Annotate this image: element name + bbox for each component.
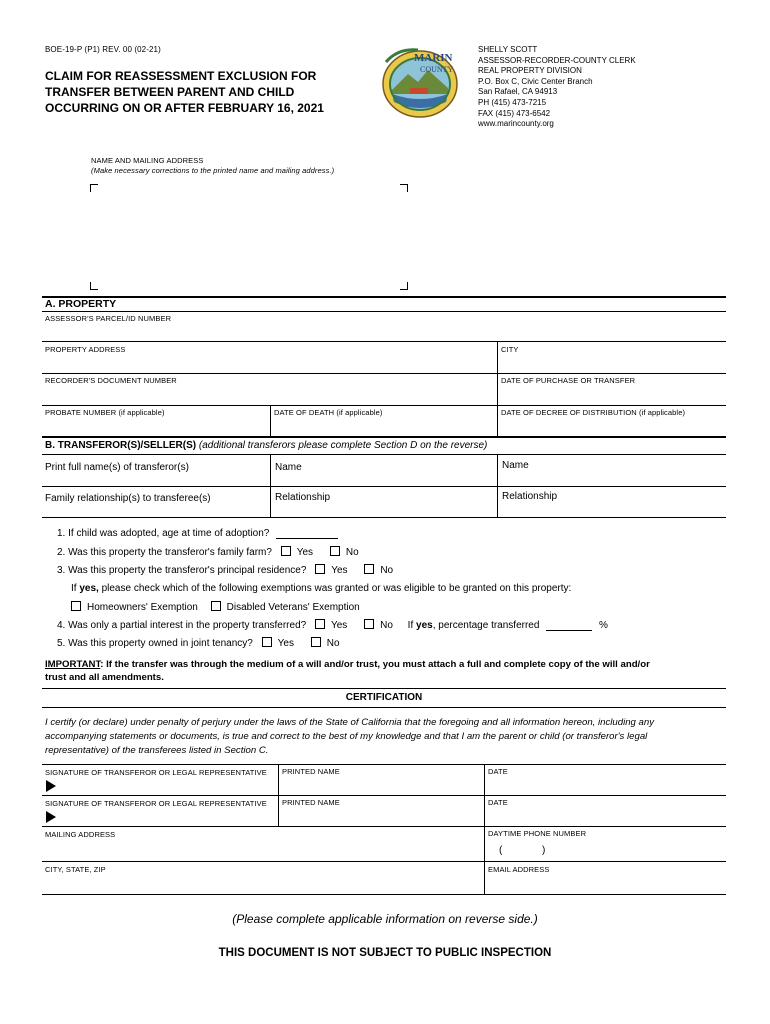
- rule: [42, 861, 726, 862]
- mailing-address-field[interactable]: [42, 840, 482, 860]
- yes-label: Yes: [296, 547, 314, 558]
- percentage-if: If: [407, 620, 417, 631]
- yes-label: Yes: [331, 565, 348, 576]
- city-label: CITY: [501, 345, 519, 354]
- sign-here-arrow-icon: [46, 780, 56, 792]
- date-label-1: DATE: [488, 767, 508, 776]
- certification-statement: [45, 716, 654, 758]
- no-label: No: [326, 638, 340, 649]
- email-address-label: EMAIL ADDRESS: [488, 865, 550, 874]
- principal-residence-yes-checkbox[interactable]: [315, 564, 325, 574]
- date-purchase-field[interactable]: [498, 386, 726, 404]
- question-2-text: 2. Was this property the transferor's family farm?: [57, 547, 272, 558]
- corner-mark-bottom-right: [400, 282, 408, 290]
- corner-mark-top-right: [400, 184, 408, 192]
- office-line: ASSESSOR-RECORDER-COUNTY CLERK: [478, 55, 636, 65]
- question-1-text: 1. If child was adopted, age at time of adoption?: [57, 528, 270, 539]
- date-field-1[interactable]: [486, 778, 726, 794]
- office-line: San Rafael, CA 94913: [478, 87, 558, 97]
- form-title: [45, 68, 324, 116]
- question-4: [57, 619, 608, 631]
- seal-text-county: COUNTY: [420, 65, 454, 74]
- rule: [42, 311, 726, 312]
- date-of-death-label: DATE OF DEATH (if applicable): [274, 408, 383, 417]
- city-state-zip-field[interactable]: [42, 876, 482, 893]
- rule: [42, 688, 726, 689]
- rule: [42, 517, 726, 518]
- printed-name-label-1: PRINTED NAME: [282, 767, 340, 776]
- city-field[interactable]: [498, 355, 726, 372]
- question-1: [57, 528, 338, 539]
- certification-line: accompanying statements or documents, is true and correct to the best of my knowledge and that I am the parent or child (or transferor's legal: [45, 731, 648, 742]
- date-field-2[interactable]: [486, 809, 726, 825]
- county-seal-logo: [380, 44, 462, 118]
- exemption-instruction-post: please check which of the following exemptions was granted or was eligible to be granted on this property:: [98, 583, 572, 594]
- joint-tenancy-no-checkbox[interactable]: [311, 637, 321, 647]
- address-field[interactable]: [90, 184, 408, 290]
- question-3: [57, 564, 393, 576]
- probate-number-field[interactable]: [42, 418, 269, 436]
- address-block-note: (Make necessary corrections to the printed name and mailing address.): [91, 166, 335, 175]
- question-5-text: 5. Was this property owned in joint tenancy?: [57, 638, 253, 649]
- signature-field-2[interactable]: [60, 809, 276, 825]
- office-line: P.O. Box C, Civic Center Branch: [478, 76, 593, 86]
- parcel-number-label: ASSESSOR'S PARCEL/ID NUMBER: [45, 314, 172, 323]
- transferor-name-field-2[interactable]: [498, 455, 726, 485]
- public-inspection-notice: THIS DOCUMENT IS NOT SUBJECT TO PUBLIC INSPECTION: [218, 947, 552, 959]
- rule: [42, 826, 726, 827]
- section-a-title: A. PROPERTY: [45, 298, 117, 310]
- question-3-text: 3. Was this property the transferor's principal residence?: [57, 565, 307, 576]
- email-address-field[interactable]: [486, 876, 726, 893]
- certification-title: CERTIFICATION: [345, 692, 423, 703]
- signature-label-1: SIGNATURE OF TRANSFEROR OR LEGAL REPRESENTATIVE: [45, 768, 267, 777]
- homeowners-exemption-checkbox[interactable]: [71, 601, 81, 611]
- family-farm-no-checkbox[interactable]: [330, 546, 340, 556]
- partial-interest-no-checkbox[interactable]: [364, 619, 374, 629]
- phone-open-paren: (: [499, 845, 503, 856]
- office-line: www.marincounty.org: [478, 119, 554, 129]
- printed-name-field-1[interactable]: [280, 778, 483, 794]
- partial-interest-yes-checkbox[interactable]: [315, 619, 325, 629]
- reverse-side-note: (Please complete applicable information on reverse side.): [232, 912, 538, 926]
- phone-close-paren: ): [542, 845, 546, 856]
- important-text-line2: trust and all amendments.: [45, 672, 164, 683]
- address-block-label: NAME AND MAILING ADDRESS: [91, 156, 204, 165]
- rule: [42, 707, 726, 708]
- transferor-names-label: Print full name(s) of transferor(s): [45, 462, 189, 473]
- form-id: BOE-19-P (P1) REV. 00 (02-21): [45, 45, 161, 54]
- exemption-instruction-yes: yes,: [79, 583, 99, 594]
- transferor-name-label-2: Name: [502, 460, 529, 471]
- percentage-transferred-field[interactable]: [546, 620, 592, 631]
- form-title-line: OCCURRING ON OR AFTER FEBRUARY 16, 2021: [45, 101, 324, 115]
- property-address-field[interactable]: [42, 355, 496, 372]
- printed-name-field-2[interactable]: [280, 809, 483, 825]
- recorder-document-field[interactable]: [42, 386, 496, 404]
- percentage-tail: , percentage transferred: [432, 620, 540, 631]
- family-relationship-label: Family relationship(s) to transferee(s): [45, 493, 211, 504]
- rule: [42, 894, 726, 895]
- form-title-line: TRANSFER BETWEEN PARENT AND CHILD: [45, 85, 295, 99]
- joint-tenancy-yes-checkbox[interactable]: [262, 637, 272, 647]
- transferor-name-label-1: Name: [275, 462, 302, 473]
- principal-residence-no-checkbox[interactable]: [364, 564, 374, 574]
- question-5: [57, 637, 340, 649]
- date-of-death-field[interactable]: [271, 418, 496, 436]
- question-4-text: 4. Was only a partial interest in the property transferred?: [57, 620, 307, 631]
- corner-mark-bottom-left: [90, 282, 98, 290]
- printed-name-label-2: PRINTED NAME: [282, 798, 340, 807]
- office-line: FAX (415) 473-6542: [478, 108, 551, 118]
- disabled-veterans-exemption-label: Disabled Veterans' Exemption: [226, 602, 360, 613]
- transferor-name-field-1[interactable]: [271, 455, 496, 485]
- relationship-label-1: Relationship: [275, 492, 331, 503]
- rule: [42, 405, 726, 406]
- certification-line: I certify (or declare) under penalty of perjury under the laws of the State of California that the foregoing and all information hereon, including any: [45, 717, 655, 728]
- relationship-field-2[interactable]: [498, 487, 726, 517]
- office-line: REAL PROPERTY DIVISION: [478, 66, 582, 76]
- probate-number-label: PROBATE NUMBER (if applicable): [45, 408, 165, 417]
- percentage-prompt: [408, 620, 540, 631]
- exemption-instruction: [71, 583, 571, 594]
- important-text-line1: : If the transfer was through the medium of a will and/or trust, you must attach a full and complete copy of the will and/or: [100, 659, 650, 670]
- date-decree-label: DATE OF DECREE OF DISTRIBUTION (if applicable): [501, 408, 686, 417]
- phone-field[interactable]: [486, 845, 726, 859]
- parcel-number-field[interactable]: [42, 324, 726, 340]
- rule: [42, 764, 726, 765]
- date-purchase-label: DATE OF PURCHASE OR TRANSFER: [501, 376, 636, 385]
- date-decree-field[interactable]: [498, 418, 726, 436]
- section-b-title-text: B. TRANSFEROR(S)/SELLER(S): [45, 440, 197, 451]
- section-b-title-note: (additional transferors please complete Section D on the reverse): [198, 440, 488, 451]
- exemption-options: [65, 601, 360, 613]
- city-state-zip-label: CITY, STATE, ZIP: [45, 865, 106, 874]
- signature-field-1[interactable]: [60, 778, 276, 794]
- rule: [42, 373, 726, 374]
- signature-label-2: SIGNATURE OF TRANSFEROR OR LEGAL REPRESENTATIVE: [45, 799, 267, 808]
- homeowners-exemption-label: Homeowners' Exemption: [87, 602, 198, 613]
- certification-line: representative) of the transferees listed in Section C.: [45, 745, 269, 756]
- relationship-field-1[interactable]: [271, 487, 496, 517]
- section-divider: [42, 436, 726, 438]
- rule: [42, 795, 726, 796]
- property-address-label: PROPERTY ADDRESS: [45, 345, 126, 354]
- date-label-2: DATE: [488, 798, 508, 807]
- section-divider: [42, 296, 726, 298]
- recorder-document-label: RECORDER'S DOCUMENT NUMBER: [45, 376, 177, 385]
- percentage-yes: yes: [416, 620, 433, 631]
- adoption-age-field[interactable]: [276, 528, 338, 539]
- corner-mark-top-left: [90, 184, 98, 192]
- seal-text-marin: MARIN: [414, 52, 453, 64]
- form-title-line: CLAIM FOR REASSESSMENT EXCLUSION FOR: [45, 69, 317, 83]
- office-line: PH (415) 473-7215: [478, 97, 547, 107]
- sign-here-arrow-icon: [46, 811, 56, 823]
- important-notice: [45, 658, 729, 684]
- no-label: No: [380, 565, 394, 576]
- family-farm-yes-checkbox[interactable]: [281, 546, 291, 556]
- no-label: No: [380, 620, 393, 631]
- rule: [42, 341, 726, 342]
- relationship-label-2: Relationship: [502, 491, 558, 502]
- question-2: [57, 546, 359, 558]
- assessor-office-block: [478, 45, 636, 130]
- daytime-phone-label: DAYTIME PHONE NUMBER: [488, 829, 587, 838]
- no-label: No: [345, 547, 359, 558]
- office-line: SHELLY SCOTT: [478, 45, 538, 54]
- important-label: IMPORTANT: [45, 659, 101, 670]
- cell-divider: [484, 826, 485, 894]
- yes-label: Yes: [330, 620, 348, 631]
- section-b-title: [45, 440, 487, 451]
- yes-label: Yes: [277, 638, 294, 649]
- disabled-veterans-exemption-checkbox[interactable]: [211, 601, 221, 611]
- exemption-instruction-pre: If: [71, 583, 80, 594]
- mailing-address-label: MAILING ADDRESS: [45, 830, 116, 839]
- percent-sign: %: [599, 620, 608, 631]
